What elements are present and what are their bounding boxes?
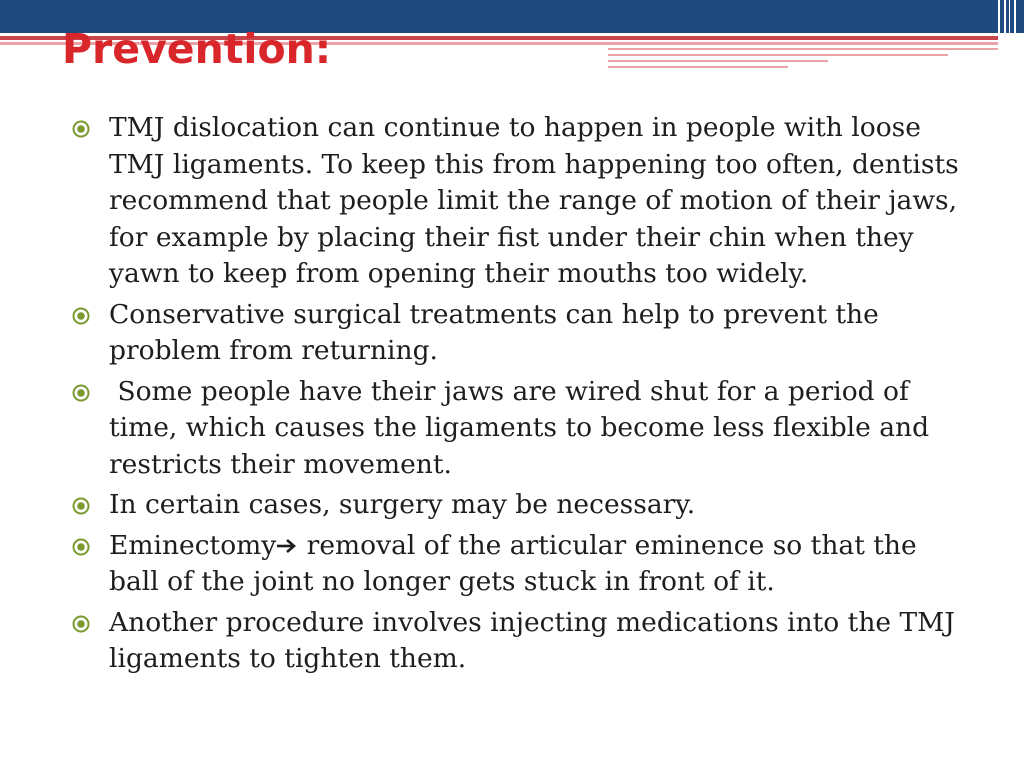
circled-dot-bullet-icon bbox=[72, 384, 90, 402]
circled-dot-bullet-icon bbox=[72, 615, 90, 633]
bullet-item bbox=[72, 110, 972, 293]
circled-dot-bullet-icon bbox=[72, 538, 90, 556]
bullet-item bbox=[72, 487, 972, 524]
bullet-text: Another procedure involves injecting medications into the TMJ ligaments to tighten them. bbox=[109, 606, 955, 674]
bullet-item bbox=[72, 605, 972, 678]
bullet-text: TMJ dislocation can continue to happen in people with loose TMJ ligaments. To keep this from happening too often, dentists recommend that people limit the range of motion of their jaws, for example by placing their fist under their chin when they yawn to keep from opening their mouths too widely. bbox=[109, 112, 959, 289]
slide-title: Prevention: bbox=[62, 25, 332, 73]
bullet-text: removal of the articular eminence so that the ball of the joint no longer gets stuck in front of it. bbox=[109, 529, 917, 597]
right-arrow-icon bbox=[276, 537, 298, 555]
bullet-text: In certain cases, surgery may be necessary. bbox=[109, 489, 696, 520]
bullet-item bbox=[72, 297, 972, 370]
bullet-text: Conservative surgical treatments can help to prevent the problem from returning. bbox=[109, 298, 879, 366]
circled-dot-bullet-icon bbox=[72, 307, 90, 325]
circled-dot-bullet-icon bbox=[72, 120, 90, 138]
decorative-vertical-lines bbox=[994, 0, 1024, 72]
decorative-stripes bbox=[608, 48, 998, 72]
bullet-list bbox=[72, 110, 972, 682]
circled-dot-bullet-icon bbox=[72, 497, 90, 515]
bullet-text: Some people have their jaws are wired shut for a period of time, which causes the ligaments to become less flexible and restricts their movement. bbox=[109, 375, 938, 480]
bullet-item bbox=[72, 374, 972, 484]
bullet-term: Eminectomy bbox=[109, 529, 277, 561]
bullet-item bbox=[72, 528, 972, 601]
